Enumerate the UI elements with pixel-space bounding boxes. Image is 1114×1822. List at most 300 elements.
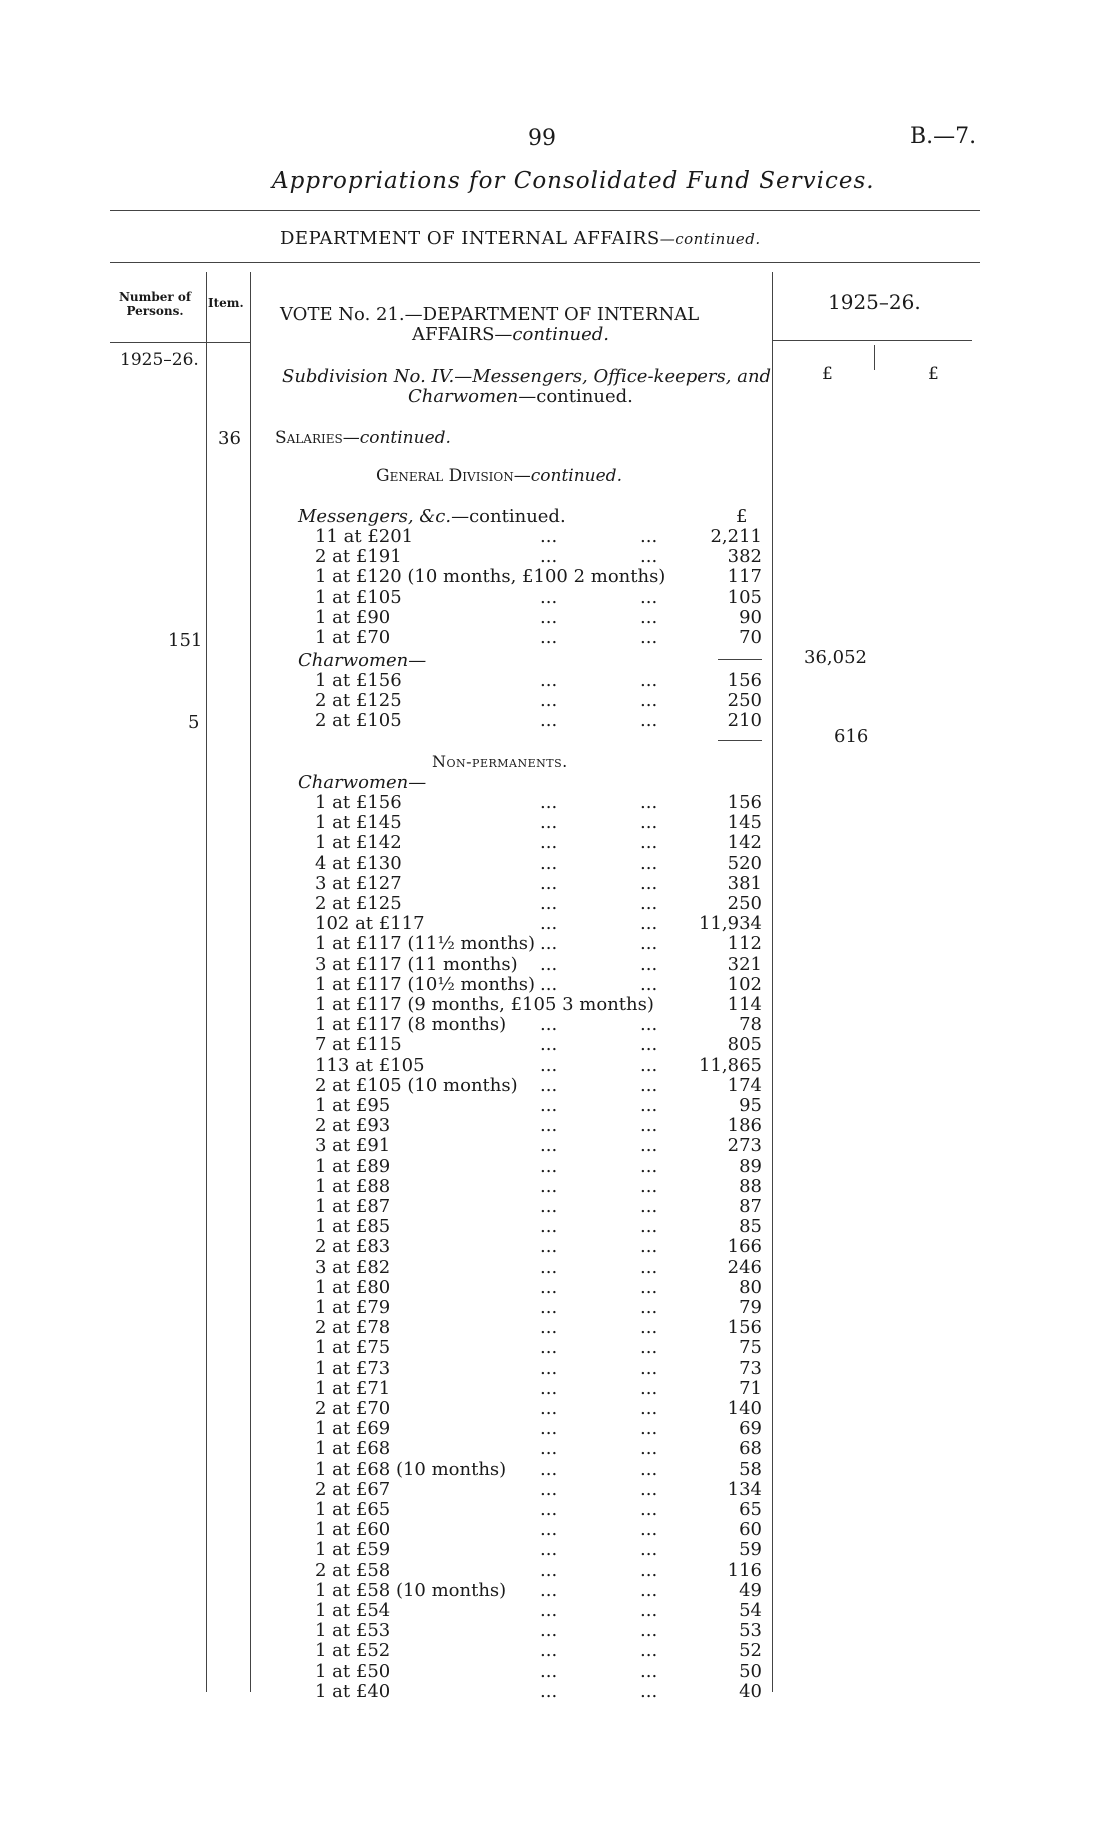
row-label: 1 at £156 [315,670,402,691]
charwomen-subtotal-rule [718,740,762,741]
leader-dots: ... [540,1196,558,1217]
table-row [0,1034,1114,1054]
row-amount: 114 [727,994,762,1015]
leader-dots: ... [540,690,558,712]
leader-dots: ... [540,812,558,834]
row-amount: 54 [739,1600,762,1621]
row-label: 1 at £73 [315,1357,391,1379]
row-label: 1 at £65 [315,1499,391,1520]
table-row [0,1317,1114,1337]
row-label: 1 at £75 [315,1337,391,1359]
table-row [0,1479,1114,1499]
leader-dots: ... [540,1074,558,1096]
row-amount: 520 [727,852,762,874]
number-of-persons-heading: Number of Persons. [118,290,192,318]
leader-dots: ... [540,1660,558,1682]
leader-dots: ... [540,893,558,914]
row-amount: 11,934 [699,913,762,935]
leader-dots: ... [540,1095,558,1116]
year-left: 1925–26. [120,350,199,370]
table-row [0,1277,1114,1297]
leader-dots: ... [540,933,558,955]
leader-dots: ... [640,792,658,813]
leader-dots: ... [640,832,658,854]
leader-dots: ... [540,627,558,648]
leader-dots: ... [640,1660,658,1682]
row-label: 1 at £68 (10 months) [315,1458,507,1480]
row-label: 1 at £53 [315,1620,391,1642]
row-label: 3 at £127 [315,872,402,894]
row-label: 113 at £105 [315,1054,425,1076]
leader-dots: ... [640,1559,658,1581]
leader-dots: ... [540,1579,558,1601]
leader-dots: ... [540,1155,558,1177]
messengers-heading-text: Messengers, &c. [298,506,452,527]
table-row [0,1519,1114,1539]
table-row [0,1539,1114,1559]
messengers-total: 36,052 [804,647,867,668]
general-division-label: General Division [376,466,514,486]
row-label: 1 at £79 [315,1297,391,1318]
row-amount: 88 [739,1175,762,1197]
leader-dots: ... [540,1014,558,1036]
row-amount: 49 [739,1579,762,1601]
leader-dots: ... [640,1680,658,1702]
row-label: 3 at £117 (11 months) [315,953,518,975]
leader-dots: ... [540,1034,558,1056]
leader-dots: ... [540,710,558,732]
row-label: 2 at £191 [315,546,402,568]
table-row [0,1095,1114,1115]
row-label: 2 at £125 [315,893,402,914]
leader-dots: ... [640,1337,658,1359]
table-row [0,1337,1114,1357]
table-row [0,1176,1114,1196]
pound-column-a: £ [822,364,833,384]
leader-dots: ... [640,1519,658,1541]
leader-dots: ... [540,832,558,854]
leader-dots: ... [640,872,658,894]
page-reference: B.—7. [910,124,977,149]
table-row [0,1216,1114,1236]
leader-dots: ... [540,1640,558,1662]
leader-dots: ... [540,792,558,813]
leader-dots: ... [640,1236,658,1258]
leader-dots: ... [540,1276,558,1298]
leader-dots: ... [540,1297,558,1318]
row-amount: 40 [739,1680,762,1702]
row-amount: 53 [739,1620,762,1642]
leader-dots: ... [540,1438,558,1460]
row-label: 3 at £82 [315,1256,391,1278]
row-amount: 69 [739,1418,762,1440]
leader-dots: ... [640,1034,658,1056]
leader-dots: ... [640,1276,658,1298]
table-row [0,812,1114,832]
row-label: 1 at £87 [315,1196,391,1217]
row-amount: 382 [727,546,762,568]
row-label: 1 at £142 [315,832,402,854]
leader-dots: ... [540,852,558,874]
table-row [0,1620,1114,1640]
row-label: 102 at £117 [315,913,425,935]
leader-dots: ... [640,913,658,935]
row-label: 1 at £40 [315,1680,391,1702]
subdivision-line-1: Subdivision No. IV.—Messengers, Office-keepers, and [282,366,772,387]
leader-dots: ... [540,1418,558,1440]
row-label: 1 at £85 [315,1216,391,1238]
leader-dots: ... [540,526,558,547]
table-row [0,1075,1114,1095]
row-amount: 80 [739,1276,762,1298]
row-amount: 50 [739,1660,762,1682]
table-row [0,1257,1114,1277]
row-label: 2 at £70 [315,1398,391,1419]
row-amount: 381 [727,872,762,894]
leader-dots: ... [540,1620,558,1642]
page-number: 99 [528,126,556,151]
salaries-label: Salaries [275,428,343,448]
leader-dots: ... [540,1216,558,1238]
leader-dots: ... [640,893,658,914]
table-row [0,587,1114,607]
table-row [0,832,1114,852]
row-amount: 140 [727,1398,762,1419]
table-row [0,1560,1114,1580]
salaries-suffix: —continued. [342,428,451,448]
table-row [0,1115,1114,1135]
leader-dots: ... [540,1256,558,1278]
year-right: 1925–26. [828,290,921,314]
leader-dots: ... [640,1357,658,1379]
leader-dots: ... [640,1256,658,1278]
leader-dots: ... [640,1014,658,1036]
pound-column-b: £ [928,364,939,384]
row-label: 2 at £58 [315,1559,391,1581]
row-label: 2 at £67 [315,1478,391,1500]
table-row [0,526,1114,546]
row-amount: 145 [727,812,762,834]
charwomen-heading: Charwomen— [298,650,427,671]
table-row [0,1196,1114,1216]
row-label: 1 at £156 [315,792,402,813]
table-row [0,1236,1114,1256]
table-row [0,913,1114,933]
leader-dots: ... [640,1438,658,1460]
row-label: 1 at £50 [315,1660,391,1682]
row-amount: 273 [727,1135,762,1157]
title-rule [110,210,980,211]
row-label: 2 at £105 (10 months) [315,1074,518,1096]
row-amount: 105 [727,586,762,608]
row-amount: 156 [727,792,762,813]
row-amount: 71 [739,1377,762,1399]
table-row [0,893,1114,913]
leader-dots: ... [640,586,658,608]
leader-dots: ... [640,1216,658,1238]
table-row [0,1600,1114,1620]
leader-dots: ... [640,710,658,732]
leader-dots: ... [540,953,558,975]
page-title: Appropriations for Consolidated Fund Services. [272,168,875,194]
row-amount: 65 [739,1499,762,1520]
leader-dots: ... [640,1297,658,1318]
leader-dots: ... [540,1539,558,1561]
table-row [0,1459,1114,1479]
messengers-pound-sign: £ [736,506,748,527]
leader-dots: ... [640,1458,658,1480]
table-row [0,974,1114,994]
table-row [0,1055,1114,1075]
row-label: 1 at £88 [315,1175,391,1197]
amount-columns-divider [874,345,875,370]
row-amount: 95 [739,1095,762,1116]
row-amount: 102 [727,973,762,995]
leader-dots: ... [640,1175,658,1197]
header-rule [110,262,980,263]
messengers-persons: 151 [168,630,203,651]
leader-dots: ... [640,1499,658,1520]
table-row [0,1135,1114,1155]
vote-line-2-text: AFFAIRS— [412,324,513,345]
row-label: 2 at £93 [315,1115,391,1137]
leader-dots: ... [540,973,558,995]
row-amount: 70 [739,627,762,648]
leader-dots: ... [640,973,658,995]
subdivision-line-2-italic: Charwomen [408,386,519,407]
table-row [0,1681,1114,1701]
leader-dots: ... [640,812,658,834]
row-label: 1 at £59 [315,1539,391,1561]
leader-dots: ... [540,1236,558,1258]
item-heading: Item. [208,296,244,310]
row-amount: 210 [727,710,762,732]
table-row [0,1499,1114,1519]
row-label: 2 at £78 [315,1317,391,1339]
leader-dots: ... [540,872,558,894]
row-amount: 78 [739,1014,762,1036]
leader-dots: ... [640,1317,658,1339]
row-label: 1 at £52 [315,1640,391,1662]
table-row [0,1661,1114,1681]
row-label: 1 at £58 (10 months) [315,1579,507,1601]
leader-dots: ... [640,1620,658,1642]
row-label: 1 at £69 [315,1418,391,1440]
department-header [280,228,761,249]
leader-dots: ... [540,1115,558,1137]
row-amount: 117 [727,566,762,588]
leader-dots: ... [640,1640,658,1662]
table-row [0,1418,1114,1438]
general-division-suffix: —continued. [513,466,622,486]
table-row [0,1297,1114,1317]
row-label: 1 at £60 [315,1519,391,1541]
leader-dots: ... [640,953,658,975]
item-number: 36 [218,428,241,449]
row-amount: 134 [727,1478,762,1500]
row-amount: 58 [739,1458,762,1480]
table-row [0,853,1114,873]
leader-dots: ... [640,526,658,547]
row-label: 1 at £95 [315,1095,391,1116]
row-amount: 156 [727,670,762,691]
table-row [0,1014,1114,1034]
leader-dots: ... [640,606,658,628]
table-row [0,1640,1114,1660]
row-amount: 73 [739,1357,762,1379]
row-amount: 87 [739,1196,762,1217]
row-amount: 156 [727,1317,762,1339]
department-header-text: DEPARTMENT OF INTERNAL AFFAIRS [280,228,660,249]
leader-dots: ... [640,1600,658,1621]
row-label: 1 at £80 [315,1276,391,1298]
leader-dots: ... [540,1600,558,1621]
leader-dots: ... [640,546,658,568]
row-label: 1 at £70 [315,627,391,648]
charwomen-total: 616 [834,726,869,747]
non-permanents-subheading: Charwomen— [298,772,427,793]
table-row [0,954,1114,974]
table-row [0,1398,1114,1418]
leader-dots: ... [640,1095,658,1116]
leader-dots: ... [640,1398,658,1419]
leader-dots: ... [640,1196,658,1217]
leader-dots: ... [540,670,558,691]
vote-line-1: VOTE No. 21.—DEPARTMENT OF INTERNAL [280,304,700,325]
table-row [0,933,1114,953]
leader-dots: ... [640,1155,658,1177]
leader-dots: ... [640,1054,658,1076]
messengers-heading-suffix: —continued. [451,506,566,527]
leader-dots: ... [540,1357,558,1379]
row-amount: 59 [739,1539,762,1561]
leader-dots: ... [540,546,558,568]
table-row [0,546,1114,566]
table-row [0,1580,1114,1600]
table-row [0,670,1114,690]
table-row [0,607,1114,627]
row-amount: 89 [739,1155,762,1177]
row-label: 1 at £117 (9 months, £105 3 months) [315,994,654,1015]
leader-dots: ... [540,1680,558,1702]
subdivision-line-2 [408,386,633,407]
leader-dots: ... [640,1377,658,1399]
table-row [0,994,1114,1014]
vote-line-2-suffix: continued. [512,324,609,345]
subdivision-line-2-suffix: —continued. [518,386,633,407]
row-amount: 186 [727,1115,762,1137]
table-row [0,690,1114,710]
row-label: 1 at £54 [315,1600,391,1621]
leader-dots: ... [640,1418,658,1440]
leader-dots: ... [640,627,658,648]
leader-dots: ... [540,1499,558,1520]
row-amount: 11,865 [699,1054,762,1076]
messengers-heading [298,506,566,527]
leader-dots: ... [640,1478,658,1500]
table-row [0,873,1114,893]
row-label: 1 at £120 (10 months, £100 2 months) [315,566,666,588]
leader-dots: ... [640,1135,658,1157]
row-amount: 321 [727,953,762,975]
row-label: 2 at £83 [315,1236,391,1258]
charwomen-persons: 5 [188,712,200,733]
row-amount: 174 [727,1074,762,1096]
row-amount: 85 [739,1216,762,1238]
table-row [0,710,1114,730]
row-label: 1 at £68 [315,1438,391,1460]
persons-heading-rule [110,342,250,343]
row-label: 1 at £117 (10½ months) [315,973,536,995]
row-amount: 68 [739,1438,762,1460]
year-right-rule [772,340,972,341]
leader-dots: ... [540,606,558,628]
leader-dots: ... [640,933,658,955]
leader-dots: ... [540,1559,558,1581]
leader-dots: ... [640,1579,658,1601]
leader-dots: ... [640,1539,658,1561]
row-amount: 116 [727,1559,762,1581]
row-amount: 79 [739,1297,762,1318]
leader-dots: ... [540,1398,558,1419]
leader-dots: ... [540,1478,558,1500]
leader-dots: ... [540,586,558,608]
messengers-subtotal-rule [718,659,762,660]
leader-dots: ... [540,913,558,935]
row-label: 2 at £105 [315,710,402,732]
leader-dots: ... [640,690,658,712]
row-label: 3 at £91 [315,1135,391,1157]
row-label: 2 at £125 [315,690,402,712]
leader-dots: ... [640,670,658,691]
leader-dots: ... [640,852,658,874]
row-label: 1 at £105 [315,586,402,608]
table-row [0,1378,1114,1398]
row-label: 11 at £201 [315,526,414,547]
row-amount: 142 [727,832,762,854]
leader-dots: ... [540,1317,558,1339]
general-division-heading [376,466,622,486]
leader-dots: ... [540,1337,558,1359]
leader-dots: ... [540,1458,558,1480]
leader-dots: ... [540,1175,558,1197]
row-amount: 246 [727,1256,762,1278]
row-label: 4 at £130 [315,852,402,874]
salaries-heading [275,428,451,448]
table-row [0,566,1114,586]
row-label: 1 at £71 [315,1377,391,1399]
leader-dots: ... [540,1054,558,1076]
row-amount: 166 [727,1236,762,1258]
row-amount: 250 [727,893,762,914]
row-label: 7 at £115 [315,1034,402,1056]
table-row [0,1438,1114,1458]
leader-dots: ... [540,1135,558,1157]
table-row [0,1156,1114,1176]
row-label: 1 at £90 [315,606,391,628]
row-label: 1 at £89 [315,1155,391,1177]
non-permanents-heading: Non-permanents. [432,752,568,771]
leader-dots: ... [540,1519,558,1541]
leader-dots: ... [540,1377,558,1399]
row-amount: 2,211 [710,526,762,547]
row-label: 1 at £117 (8 months) [315,1014,507,1036]
vote-line-2 [412,324,609,345]
row-amount: 75 [739,1337,762,1359]
department-header-suffix: —continued. [659,230,761,248]
row-amount: 52 [739,1640,762,1662]
row-label: 1 at £145 [315,812,402,834]
